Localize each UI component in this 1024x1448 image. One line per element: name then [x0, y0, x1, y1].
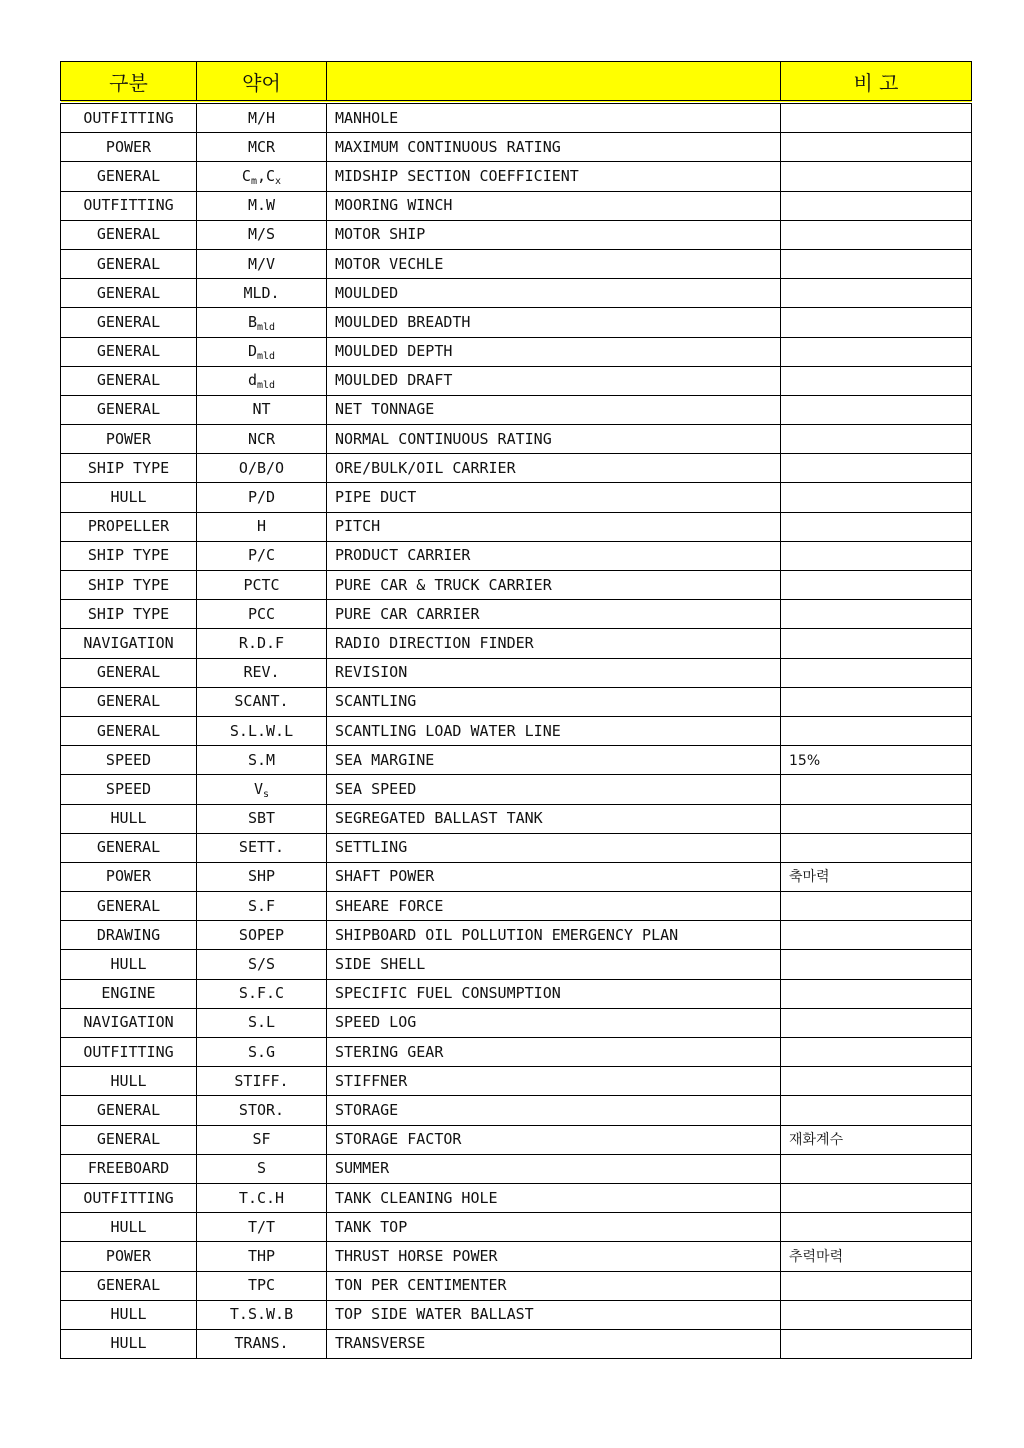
row-abbreviation: MCR	[197, 133, 327, 162]
table-row	[61, 1271, 972, 1300]
table-row	[61, 862, 972, 891]
table-row	[61, 483, 972, 512]
row-remarks	[781, 716, 972, 745]
row-abbreviation: S/S	[197, 950, 327, 979]
table-row	[61, 337, 972, 366]
row-full-name: THRUST HORSE POWER	[327, 1242, 781, 1271]
row-remarks	[781, 512, 972, 541]
row-category: NAVIGATION	[61, 629, 197, 658]
table-row	[61, 804, 972, 833]
row-full-name: SCANTLING LOAD WATER LINE	[327, 716, 781, 745]
row-category: POWER	[61, 425, 197, 454]
row-remarks	[781, 746, 972, 775]
row-abbreviation: S	[197, 1154, 327, 1183]
row-abbreviation: M/S	[197, 220, 327, 249]
row-full-name: PITCH	[327, 512, 781, 541]
abbr-main: V	[253, 779, 263, 798]
row-remarks	[781, 337, 972, 366]
table-row	[61, 1008, 972, 1037]
table-row	[61, 1329, 972, 1358]
row-full-name: SEGREGATED BALLAST TANK	[327, 804, 781, 833]
table-row	[61, 133, 972, 162]
table-row	[61, 921, 972, 950]
table-row	[61, 425, 972, 454]
row-remarks	[781, 541, 972, 570]
table-row	[61, 775, 972, 804]
row-category: OUTFITTING	[61, 191, 197, 220]
row-abbreviation: M/V	[197, 249, 327, 278]
row-remarks	[781, 1154, 972, 1183]
table-row	[61, 541, 972, 570]
row-abbreviation: SHP	[197, 862, 327, 891]
row-category: POWER	[61, 133, 197, 162]
row-abbreviation: NCR	[197, 425, 327, 454]
table-row	[61, 395, 972, 424]
row-remarks	[781, 1125, 972, 1154]
row-full-name: NORMAL CONTINUOUS RATING	[327, 425, 781, 454]
row-category: OUTFITTING	[61, 1038, 197, 1067]
row-remarks	[781, 308, 972, 337]
row-abbreviation	[197, 337, 327, 366]
row-remarks	[781, 1213, 972, 1242]
row-category: GENERAL	[61, 162, 197, 191]
row-remarks	[781, 1096, 972, 1125]
row-abbreviation: S.L.W.L	[197, 716, 327, 745]
row-full-name: NET TONNAGE	[327, 395, 781, 424]
row-remarks	[781, 1271, 972, 1300]
table-row	[61, 308, 972, 337]
row-remarks	[781, 921, 972, 950]
row-category: GENERAL	[61, 658, 197, 687]
row-category: SHIP TYPE	[61, 454, 197, 483]
row-remarks	[781, 1067, 972, 1096]
row-full-name: PURE CAR & TRUCK CARRIER	[327, 571, 781, 600]
abbr-mid: ,C	[256, 166, 276, 185]
row-remarks	[781, 1183, 972, 1212]
row-remarks	[781, 1300, 972, 1329]
row-full-name: PIPE DUCT	[327, 483, 781, 512]
row-full-name: SUMMER	[327, 1154, 781, 1183]
abbr-subscript: m	[250, 175, 257, 187]
row-full-name: SPEED LOG	[327, 1008, 781, 1037]
header-remarks: 비 고	[781, 62, 972, 103]
row-abbreviation: SOPEP	[197, 921, 327, 950]
row-category: GENERAL	[61, 366, 197, 395]
row-full-name: STORAGE	[327, 1096, 781, 1125]
table-row	[61, 1183, 972, 1212]
remarks-text: 추력마력	[789, 1248, 844, 1265]
row-abbreviation: S.G	[197, 1038, 327, 1067]
row-full-name: MOORING WINCH	[327, 191, 781, 220]
row-remarks	[781, 133, 972, 162]
row-category: POWER	[61, 1242, 197, 1271]
row-remarks	[781, 483, 972, 512]
table-row	[61, 600, 972, 629]
row-full-name: TANK CLEANING HOLE	[327, 1183, 781, 1212]
row-remarks	[781, 629, 972, 658]
row-category: GENERAL	[61, 337, 197, 366]
table-row	[61, 512, 972, 541]
row-category: GENERAL	[61, 892, 197, 921]
row-full-name: TRANSVERSE	[327, 1329, 781, 1358]
row-full-name: TANK TOP	[327, 1213, 781, 1242]
row-category: SPEED	[61, 775, 197, 804]
row-full-name: SHAFT POWER	[327, 862, 781, 891]
row-abbreviation: SBT	[197, 804, 327, 833]
table-row	[61, 220, 972, 249]
abbr-subscript: x	[275, 175, 282, 187]
row-abbreviation	[197, 162, 327, 191]
row-abbreviation: R.D.F	[197, 629, 327, 658]
table-row	[61, 892, 972, 921]
table-header-row	[61, 62, 972, 103]
row-abbreviation: T.S.W.B	[197, 1300, 327, 1329]
row-full-name: SEA MARGINE	[327, 746, 781, 775]
table-row	[61, 979, 972, 1008]
row-abbreviation: T/T	[197, 1213, 327, 1242]
table-row	[61, 162, 972, 191]
row-category: OUTFITTING	[61, 1183, 197, 1212]
row-abbreviation: S.F	[197, 892, 327, 921]
row-category: GENERAL	[61, 1125, 197, 1154]
row-abbreviation: THP	[197, 1242, 327, 1271]
row-abbreviation: O/B/O	[197, 454, 327, 483]
table-row	[61, 1038, 972, 1067]
table-row	[61, 950, 972, 979]
row-abbreviation: STOR.	[197, 1096, 327, 1125]
row-full-name: MOULDED BREADTH	[327, 308, 781, 337]
row-abbreviation: TRANS.	[197, 1329, 327, 1358]
row-abbreviation: S.F.C	[197, 979, 327, 1008]
row-abbreviation: SF	[197, 1125, 327, 1154]
table-row	[61, 1096, 972, 1125]
row-category: HULL	[61, 1213, 197, 1242]
abbr-main: D	[247, 342, 257, 361]
row-category: GENERAL	[61, 716, 197, 745]
row-remarks	[781, 1038, 972, 1067]
row-abbreviation: NT	[197, 395, 327, 424]
row-abbreviation	[197, 308, 327, 337]
row-abbreviation: M/H	[197, 102, 327, 133]
table-row	[61, 687, 972, 716]
table-row	[61, 746, 972, 775]
row-full-name: STIFFNER	[327, 1067, 781, 1096]
row-full-name: STERING GEAR	[327, 1038, 781, 1067]
row-abbreviation: SCANT.	[197, 687, 327, 716]
row-full-name: TOP SIDE WATER BALLAST	[327, 1300, 781, 1329]
row-remarks	[781, 1242, 972, 1271]
table-row	[61, 1154, 972, 1183]
row-abbreviation	[197, 775, 327, 804]
table-row	[61, 366, 972, 395]
row-abbreviation	[197, 366, 327, 395]
row-abbreviation: S.L	[197, 1008, 327, 1037]
row-category: DRAWING	[61, 921, 197, 950]
row-full-name: ORE/BULK/OIL CARRIER	[327, 454, 781, 483]
table-row	[61, 279, 972, 308]
row-category: GENERAL	[61, 1096, 197, 1125]
row-full-name: MIDSHIP SECTION COEFFICIENT	[327, 162, 781, 191]
row-category: NAVIGATION	[61, 1008, 197, 1037]
table-row	[61, 454, 972, 483]
table-row	[61, 658, 972, 687]
row-remarks	[781, 425, 972, 454]
row-category: GENERAL	[61, 1271, 197, 1300]
table-row	[61, 249, 972, 278]
abbr-main: B	[247, 312, 257, 331]
table-row	[61, 1300, 972, 1329]
table-row	[61, 1213, 972, 1242]
row-full-name: PURE CAR CARRIER	[327, 600, 781, 629]
row-remarks	[781, 1329, 972, 1358]
row-remarks	[781, 102, 972, 133]
row-remarks	[781, 162, 972, 191]
table-row	[61, 629, 972, 658]
table-row	[61, 191, 972, 220]
table-row	[61, 1242, 972, 1271]
row-full-name: TON PER CENTIMENTER	[327, 1271, 781, 1300]
row-full-name: SIDE SHELL	[327, 950, 781, 979]
row-abbreviation: SETT.	[197, 833, 327, 862]
row-abbreviation: H	[197, 512, 327, 541]
row-category: PROPELLER	[61, 512, 197, 541]
row-remarks	[781, 454, 972, 483]
remarks-text: 15%	[789, 752, 821, 769]
row-category: GENERAL	[61, 249, 197, 278]
row-category: HULL	[61, 1300, 197, 1329]
table-row	[61, 833, 972, 862]
row-category: HULL	[61, 950, 197, 979]
abbr-main: C	[241, 166, 251, 185]
row-full-name: STORAGE FACTOR	[327, 1125, 781, 1154]
row-remarks	[781, 249, 972, 278]
row-full-name: MAXIMUM CONTINUOUS RATING	[327, 133, 781, 162]
row-full-name: PRODUCT CARRIER	[327, 541, 781, 570]
row-full-name: SCANTLING	[327, 687, 781, 716]
row-category: SHIP TYPE	[61, 571, 197, 600]
row-full-name: RADIO DIRECTION FINDER	[327, 629, 781, 658]
row-abbreviation: T.C.H	[197, 1183, 327, 1212]
row-remarks	[781, 687, 972, 716]
row-category: HULL	[61, 483, 197, 512]
row-full-name: MANHOLE	[327, 102, 781, 133]
row-abbreviation: REV.	[197, 658, 327, 687]
row-full-name: MOULDED	[327, 279, 781, 308]
table-row	[61, 571, 972, 600]
row-full-name: SEA SPEED	[327, 775, 781, 804]
row-category: SPEED	[61, 746, 197, 775]
row-remarks	[781, 366, 972, 395]
row-full-name: MOTOR VECHLE	[327, 249, 781, 278]
table-row	[61, 1067, 972, 1096]
row-abbreviation: MLD.	[197, 279, 327, 308]
table-row	[61, 1125, 972, 1154]
row-category: GENERAL	[61, 308, 197, 337]
abbr-subscript: mld	[256, 351, 276, 363]
remarks-text: 축마력	[789, 869, 830, 886]
row-full-name: MOULDED DRAFT	[327, 366, 781, 395]
header-category: 구분	[61, 62, 197, 103]
row-abbreviation: TPC	[197, 1271, 327, 1300]
row-full-name: SETTLING	[327, 833, 781, 862]
row-category: SHIP TYPE	[61, 541, 197, 570]
row-abbreviation: S.M	[197, 746, 327, 775]
row-category: HULL	[61, 804, 197, 833]
row-full-name: SPECIFIC FUEL CONSUMPTION	[327, 979, 781, 1008]
row-category: FREEBOARD	[61, 1154, 197, 1183]
row-remarks	[781, 1008, 972, 1037]
row-category: GENERAL	[61, 279, 197, 308]
abbr-main: d	[247, 371, 257, 390]
row-full-name: REVISION	[327, 658, 781, 687]
row-abbreviation: P/D	[197, 483, 327, 512]
row-remarks	[781, 862, 972, 891]
row-category: OUTFITTING	[61, 102, 197, 133]
row-remarks	[781, 279, 972, 308]
row-category: HULL	[61, 1067, 197, 1096]
header-abbreviation: 약어	[197, 62, 327, 103]
row-remarks	[781, 775, 972, 804]
row-remarks	[781, 571, 972, 600]
row-full-name: MOULDED DEPTH	[327, 337, 781, 366]
row-category: GENERAL	[61, 833, 197, 862]
row-abbreviation: STIFF.	[197, 1067, 327, 1096]
row-category: POWER	[61, 862, 197, 891]
row-remarks	[781, 395, 972, 424]
row-remarks	[781, 804, 972, 833]
abbreviation-table	[60, 61, 972, 1359]
row-remarks	[781, 658, 972, 687]
table-body	[61, 102, 972, 1359]
table-row	[61, 716, 972, 745]
row-remarks	[781, 979, 972, 1008]
row-full-name: MOTOR SHIP	[327, 220, 781, 249]
row-abbreviation: PCC	[197, 600, 327, 629]
row-remarks	[781, 950, 972, 979]
row-abbreviation: P/C	[197, 541, 327, 570]
abbr-subscript: mld	[256, 321, 276, 333]
row-full-name: SHIPBOARD OIL POLLUTION EMERGENCY PLAN	[327, 921, 781, 950]
row-category: GENERAL	[61, 395, 197, 424]
abbr-subscript: mld	[256, 380, 276, 392]
row-remarks	[781, 833, 972, 862]
row-remarks	[781, 892, 972, 921]
row-full-name: SHEARE FORCE	[327, 892, 781, 921]
remarks-text: 재화계수	[789, 1132, 844, 1149]
abbr-subscript: s	[263, 788, 270, 800]
header-full-name	[327, 62, 781, 103]
row-remarks	[781, 191, 972, 220]
row-category: ENGINE	[61, 979, 197, 1008]
row-remarks	[781, 220, 972, 249]
table-row	[61, 102, 972, 133]
row-category: GENERAL	[61, 220, 197, 249]
row-remarks	[781, 600, 972, 629]
row-abbreviation: M.W	[197, 191, 327, 220]
row-category: SHIP TYPE	[61, 600, 197, 629]
row-abbreviation: PCTC	[197, 571, 327, 600]
row-category: HULL	[61, 1329, 197, 1358]
row-category: GENERAL	[61, 687, 197, 716]
